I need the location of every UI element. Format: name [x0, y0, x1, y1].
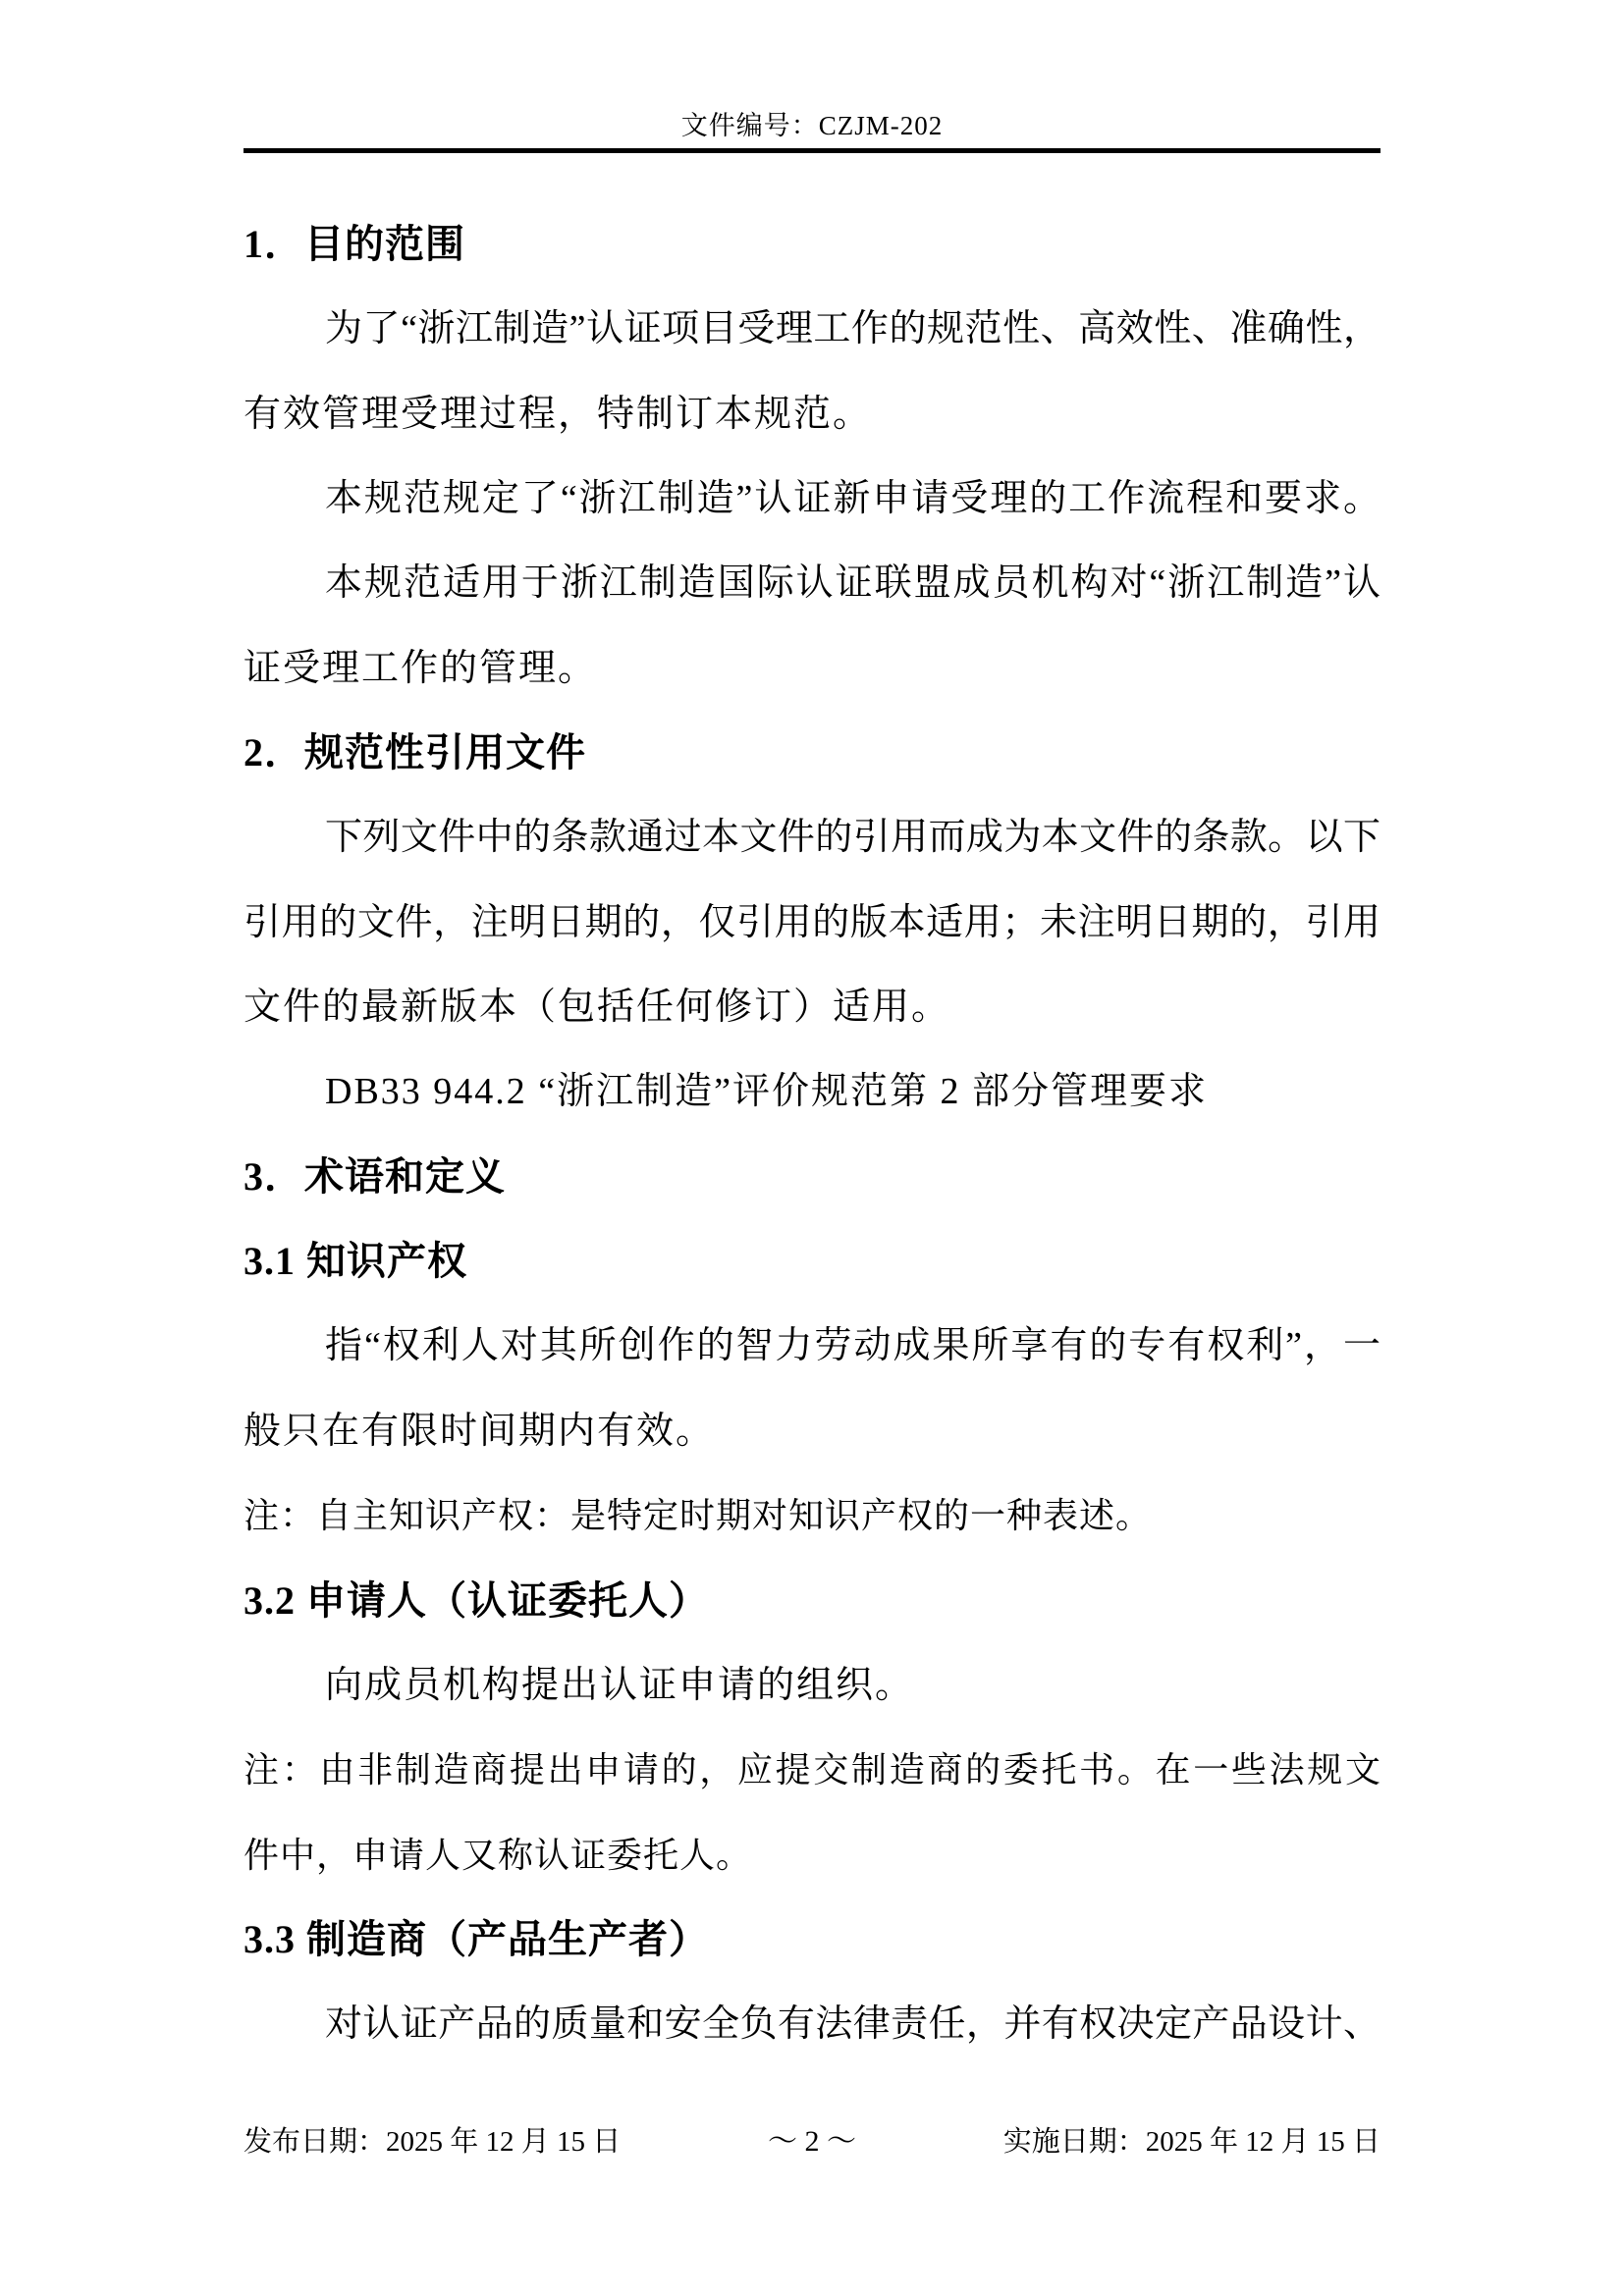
paragraph-line: 指“权利人对其所创作的智力劳动成果所享有的专有权利”，一	[325, 1325, 1380, 1367]
page-footer	[244, 2118, 1380, 2165]
paragraph-line: 般只在有限时间期内有效。	[244, 1410, 716, 1452]
note-line: 件中，申请人又称认证委托人。	[244, 1835, 753, 1875]
paragraph-line: 证受理工作的管理。	[244, 647, 598, 689]
section-heading-1-purpose-scope: 1．目的范围	[244, 222, 465, 266]
paragraph-line: 引用的文件，注明日期的，仅引用的版本适用；未注明日期的，引用	[244, 901, 1380, 943]
release-date-label: 发布日期：2025 年 12 月 15 日	[244, 2126, 622, 2158]
paragraph-line: 本规范规定了“浙江制造”认证新申请受理的工作流程和要求。	[325, 478, 1380, 520]
subsection-heading-3-1-intellectual-property: 3.1 知识产权	[244, 1239, 467, 1284]
paragraph-line: 对认证产品的质量和安全负有法律责任，并有权决定产品设计、	[325, 2003, 1380, 2046]
paragraph-line: 有效管理受理过程，特制订本规范。	[244, 393, 873, 435]
document-body	[244, 202, 1380, 2067]
note-line: 注：由非制造商提出申请的，应提交制造商的委托书。在一些法规文	[244, 1750, 1380, 1790]
header-divider-rule	[244, 148, 1380, 153]
page-number: ～ 2 ～	[768, 2125, 856, 2158]
paragraph-line: 为了“浙江制造”认证项目受理工作的规范性、高效性、准确性，	[325, 308, 1380, 350]
paragraph-line: 下列文件中的条款通过本文件的引用而成为本文件的条款。以下	[325, 817, 1380, 859]
note-line: 注：自主知识产权：是特定时期对知识产权的一种表述。	[244, 1496, 1153, 1536]
paragraph-line: 向成员机构提出认证申请的组织。	[325, 1664, 915, 1706]
subsection-heading-3-3-manufacturer: 3.3 制造商（产品生产者）	[244, 1916, 709, 1961]
paragraph-line: 本规范适用于浙江制造国际认证联盟成员机构对“浙江制造”认	[325, 562, 1380, 605]
section-heading-2-normative-references: 2．规范性引用文件	[244, 730, 586, 775]
document-number-header: 文件编号：CZJM-202	[680, 111, 944, 140]
subsection-heading-3-2-applicant: 3.2 申请人（认证委托人）	[244, 1577, 709, 1623]
reference-line-db33: DB33 944.2 “浙江制造”评价规范第 2 部分管理要求	[325, 1071, 1209, 1113]
paragraph-line: 文件的最新版本（包括任何修订）适用。	[244, 987, 951, 1029]
section-heading-3-terms-definitions: 3．术语和定义	[244, 1153, 506, 1199]
implementation-date-label: 实施日期：2025 年 12 月 15 日	[1002, 2126, 1380, 2158]
